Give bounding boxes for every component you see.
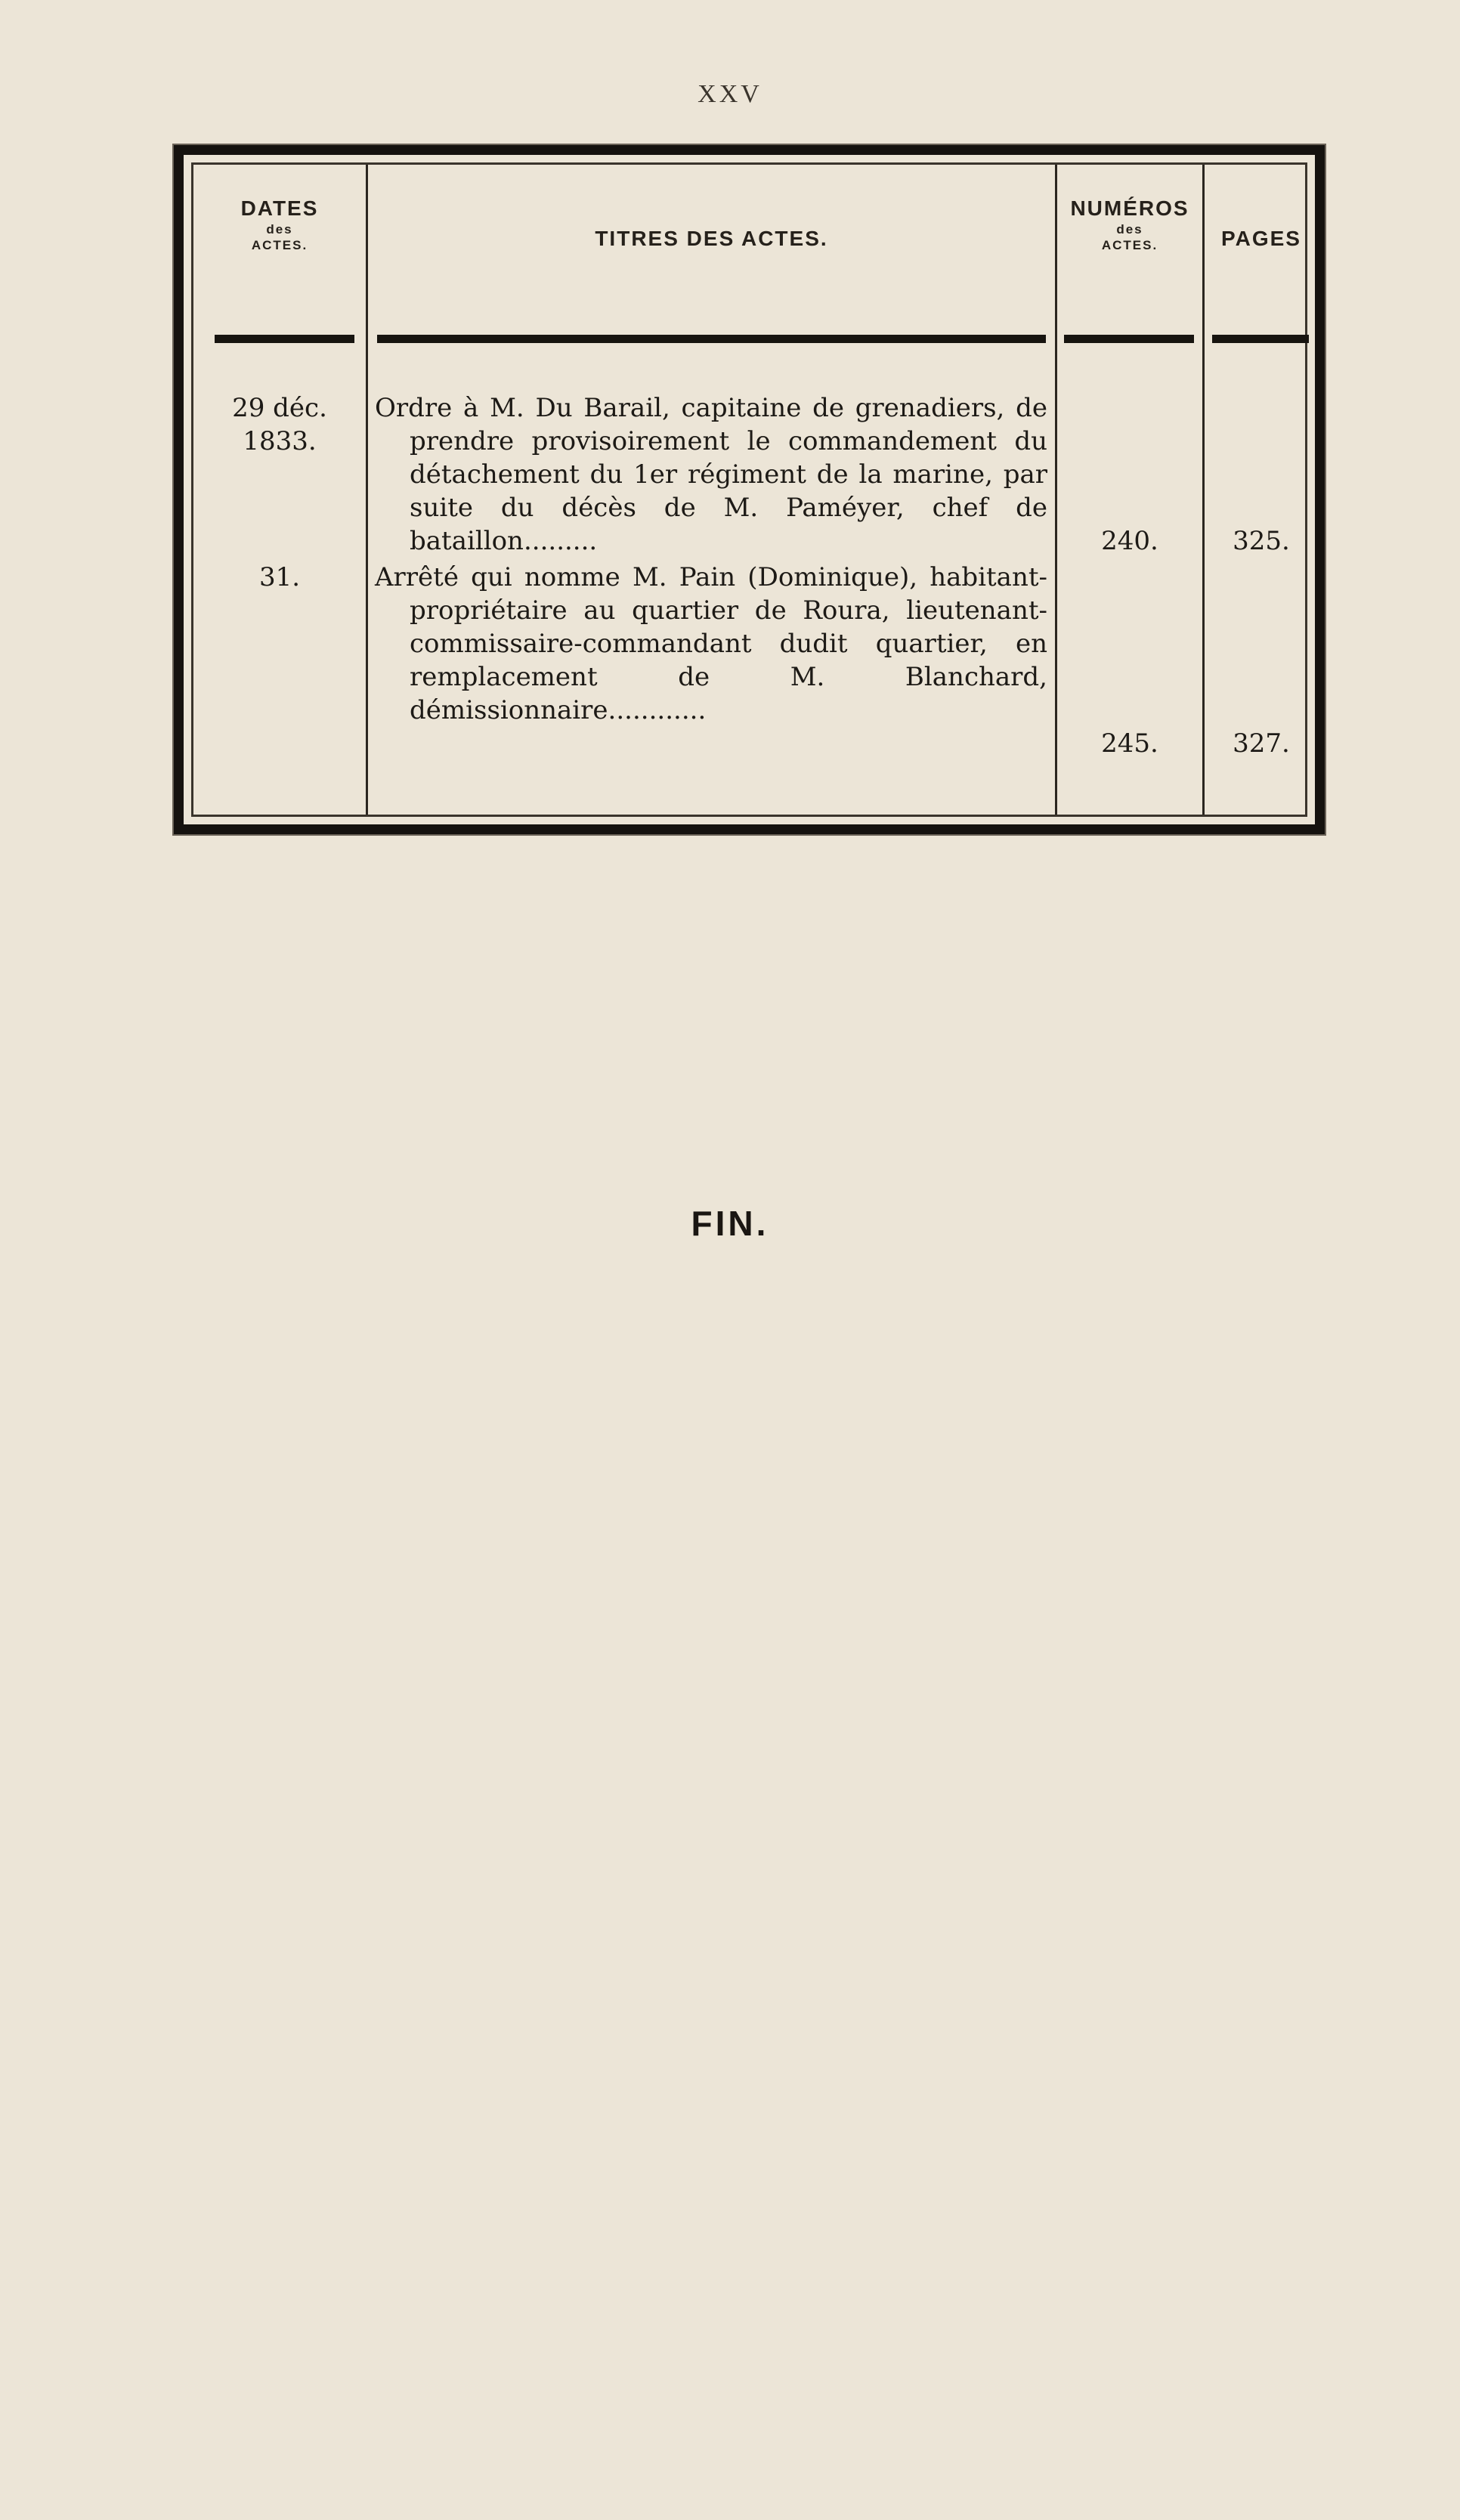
header-numeros-line: NUMÉROS (1070, 196, 1189, 220)
header-rule (215, 335, 354, 343)
row-date-line: 29 déc. (232, 393, 327, 423)
column-divider (1055, 165, 1057, 815)
header-dates-line: DATES (240, 196, 319, 220)
row-page: 327. (1233, 728, 1290, 759)
header-titres (368, 225, 1055, 252)
row-title (375, 391, 1047, 558)
index-table (174, 145, 1325, 834)
row-date-line: 1833. (243, 426, 317, 456)
row-date (193, 391, 366, 458)
row-date (193, 561, 366, 594)
header-rule (1212, 335, 1309, 343)
header-rule (1064, 335, 1194, 343)
table-inner-border (191, 162, 1307, 817)
end-mark: FIN. (691, 1204, 769, 1243)
header-dates-line: des (266, 222, 293, 237)
header-rule (377, 335, 1046, 343)
row-date-line: 31. (258, 562, 301, 592)
row-numero: 240. (1101, 526, 1158, 556)
header-dates (193, 195, 366, 254)
header-pages (1205, 225, 1318, 252)
header-pages-label: PAGES (1221, 227, 1301, 250)
header-dates-line: ACTES. (251, 238, 308, 253)
row-page: 325. (1233, 526, 1290, 556)
page-number: XXV (698, 80, 762, 108)
header-titres-label: TITRES DES ACTES. (595, 227, 828, 250)
column-divider (1202, 165, 1205, 815)
column-divider (366, 165, 368, 815)
header-numeros-line: des (1116, 222, 1143, 237)
row-title-text: Arrêté qui nomme M. Pain (Dominique), habitant-propriétaire au quartier de Roura, lieutenant-commissaire-commandant dudit quartier, en remplacement de M. Blanchard, démissionnaire............ (375, 562, 1047, 725)
header-numeros-line: ACTES. (1101, 238, 1158, 253)
row-title-text: Ordre à M. Du Barail, capitaine de grenadiers, de prendre provisoirement le commandement du détachement du 1er régiment de la marine, par suite du décès de M. Paméyer, chef de bataillon......... (375, 393, 1047, 556)
row-title (375, 561, 1047, 727)
header-numeros (1057, 195, 1202, 254)
row-numero: 245. (1101, 728, 1158, 759)
